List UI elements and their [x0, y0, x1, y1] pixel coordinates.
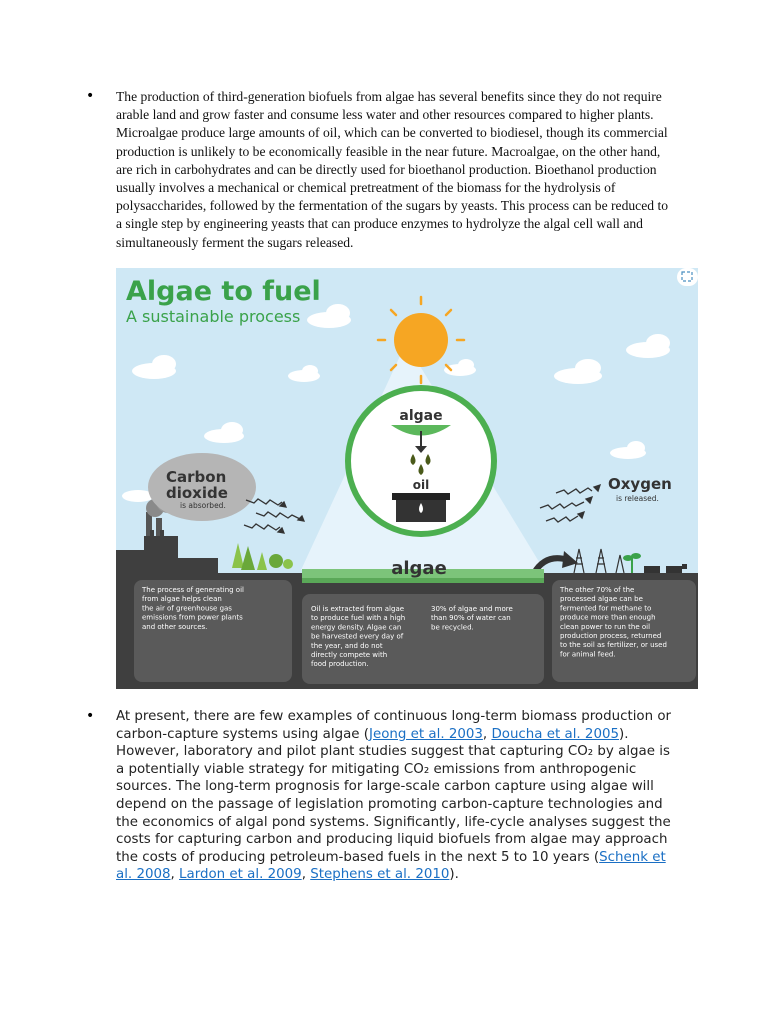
- paragraph-biofuels: The production of third-generation biofuels from algae has several benefits since they do not require arable land and grow faster and consume less water and other resources compared to higher plants. Microalgae produce large amounts of oil, which can be converted to biodiesel, though its commercial production is unlikely to be economically feasible in the near future. Macroalgae, on the other hand, are rich in carbohydrates and can be directly used for bioethanol production. Bioethanol production usually involves a mechanical or chemical pretreatment of the biomass for the hydrolysis of polysaccharides, followed by the fermentation of the sugars by yeasts. This process can be reduced to a single step by engineering yeasts that can produce enzymes to hydrolyze the algal cell wall and simultaneously ferment the sugars released.: [116, 89, 669, 250]
- expand-icon[interactable]: [677, 268, 698, 286]
- svg-text:Carbon: Carbon: [166, 468, 227, 486]
- panel-text-line: fermented for methane to: [560, 604, 652, 613]
- text-segment: ,: [482, 726, 492, 742]
- text-segment: ,: [170, 867, 180, 883]
- panel-text-line: than 90% of water can: [431, 614, 511, 623]
- panel-text-line: to produce fuel with a high: [311, 614, 406, 623]
- panel-text-line: be harvested every day of: [311, 632, 404, 641]
- panel-text-line: produce more than enough: [560, 613, 656, 622]
- citation-link-jeong[interactable]: Jeong et al. 2003: [369, 726, 483, 742]
- panel-text-line: the air of greenhouse gas: [142, 604, 232, 613]
- panel-text-line: and other sources.: [142, 622, 208, 631]
- panel-text-line: for animal feed.: [560, 650, 616, 659]
- oxygen-label: Oxygen: [608, 475, 672, 493]
- citation-link-stephens[interactable]: Stephens et al. 2010: [310, 867, 450, 883]
- algae-to-fuel-infographic: [116, 268, 698, 689]
- svg-text:algae: algae: [399, 408, 443, 424]
- citation-link-schenk[interactable]: Schenk et al. 2008: [116, 849, 666, 883]
- bullet-marker: •: [86, 708, 95, 724]
- panel-text-line: energy density. Algae can: [311, 623, 402, 632]
- bullet-marker: •: [86, 88, 95, 104]
- figure-subtitle: A sustainable process: [126, 307, 301, 326]
- oil-barrel-lid: [392, 493, 450, 500]
- figure-title: Algae to fuel: [126, 276, 321, 307]
- panel-text-line: processed algae can be: [560, 595, 643, 604]
- text-segment: ,: [301, 867, 311, 883]
- panel-text-line: food production.: [311, 660, 369, 669]
- citation-link-lardon[interactable]: Lardon et al. 2009: [179, 867, 302, 883]
- svg-text:is absorbed.: is absorbed.: [180, 501, 226, 510]
- panel-text-line: Oil is extracted from algae: [311, 605, 405, 613]
- panel-text-line: from algae helps clean: [142, 595, 222, 604]
- panel-text-line: to the soil as fertilizer, or used: [560, 641, 667, 650]
- paragraph-carbon-capture: [116, 708, 676, 884]
- svg-text:is released.: is released.: [616, 494, 659, 503]
- text-segment: At present, there are few examples of continuous long-term biomass production or carbon-capture systems using algae (: [116, 709, 672, 742]
- panel-text-line: production process, returned: [560, 632, 662, 640]
- panel-text-line: clean power to run the oil: [560, 622, 651, 631]
- svg-text:oil: oil: [412, 478, 430, 492]
- text-segment: ). However, laboratory and pilot plant studies suggest that capturing CO₂ by algae is a potentially viable strategy for mitigating CO₂ emissions from anthropogenic sources. The long-term prognosis for large-scale carbon capture using algae will depend on the passage of legislation promoting carbon-capture technologies and the economics of algal pond systems. Significantly, life-cycle analyses suggest the costs for capturing carbon and producing liquid biofuels from algae may approach the costs of producing petroleum-based fuels in the next 5 to 10 years (: [116, 726, 671, 865]
- algae-oil-circle: [348, 388, 494, 534]
- pond-label: algae: [391, 558, 447, 579]
- panel-text-line: be recycled.: [431, 623, 474, 632]
- panel-text-line: The process of generating oil: [142, 586, 244, 594]
- panel-text-line: emissions from power plants: [142, 613, 243, 622]
- text-segment: ).: [449, 867, 459, 883]
- panel-text-line: 30% of algae and more: [431, 605, 513, 613]
- panel-text-line: The other 70% of the: [560, 586, 635, 594]
- svg-text:dioxide: dioxide: [166, 484, 228, 502]
- panel-text-line: the year, and do not: [311, 641, 383, 650]
- citation-link-doucha[interactable]: Doucha et al. 2005: [491, 726, 620, 742]
- panel-text-line: directly compete with: [311, 651, 388, 659]
